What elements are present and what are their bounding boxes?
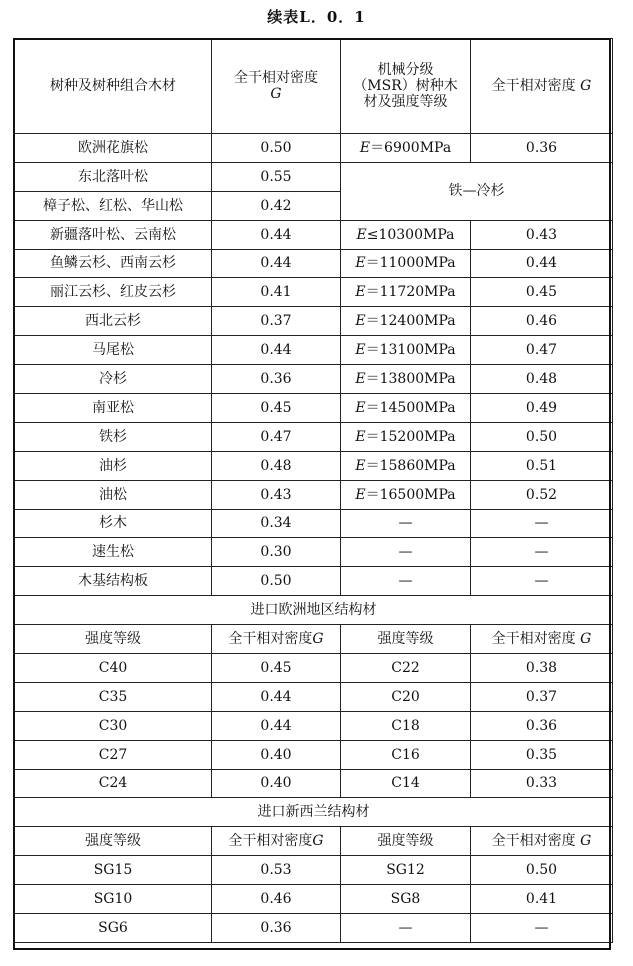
species-cell: 欧洲花旗松 xyxy=(15,134,212,163)
species-cell: 铁杉 xyxy=(15,422,212,451)
section-row xyxy=(15,798,613,827)
species-cell: 樟子松、红松、华山松 xyxy=(15,191,212,220)
msr-grade-cell xyxy=(341,451,471,480)
msr-grade-cell: — xyxy=(341,538,471,567)
msr-e: E xyxy=(359,139,371,156)
msr-e: E xyxy=(355,255,366,272)
density-cell: 0.47 xyxy=(212,422,341,451)
grade-cell: C18 xyxy=(341,711,471,740)
msr-density-cell: 0.43 xyxy=(471,220,613,249)
europe-header-density-2 xyxy=(471,625,613,654)
density-cell: — xyxy=(471,914,613,943)
grade-cell: C16 xyxy=(341,740,471,769)
table-row xyxy=(15,769,613,798)
msr-grade-cell: — xyxy=(341,567,471,596)
table-row xyxy=(15,885,613,914)
density-cell: 0.44 xyxy=(212,220,341,249)
msr-density-cell: 0.36 xyxy=(471,134,613,163)
density-cell: 0.36 xyxy=(471,711,613,740)
msr-value: ＝12400MPa xyxy=(365,313,456,330)
msr-grade-cell xyxy=(341,134,471,163)
table-row xyxy=(15,249,613,278)
density-cell: 0.46 xyxy=(212,885,341,914)
europe-header-density-2-text: 全干相对密度 xyxy=(491,631,576,648)
density-cell: 0.38 xyxy=(471,654,613,683)
species-cell: 冷杉 xyxy=(15,365,212,394)
table-row xyxy=(15,422,613,451)
msr-density-cell: 0.46 xyxy=(471,307,613,336)
europe-header-grade-2: 强度等级 xyxy=(341,625,471,654)
nz-header-density-2-text: 全干相对密度 xyxy=(491,833,576,850)
msr-value: ≤10300MPa xyxy=(366,226,455,243)
msr-value: ＝15200MPa xyxy=(365,428,456,445)
msr-grade-cell xyxy=(341,220,471,249)
msr-value: ＝16500MPa xyxy=(365,486,456,503)
density-cell: 0.53 xyxy=(212,856,341,885)
density-cell: 0.55 xyxy=(212,162,341,191)
msr-grade-cell xyxy=(341,336,471,365)
msr-density-cell: 0.47 xyxy=(471,336,613,365)
header-density-g: G xyxy=(270,86,282,102)
density-cell: 0.50 xyxy=(212,567,341,596)
section-europe: 进口欧洲地区结构材 xyxy=(15,596,613,625)
section-row xyxy=(15,596,613,625)
msr-grade-cell xyxy=(341,249,471,278)
nz-header-grade-2: 强度等级 xyxy=(341,827,471,856)
table-title: 续表L．0．1 xyxy=(267,8,366,26)
density-cell: 0.37 xyxy=(212,307,341,336)
msr-density-cell: — xyxy=(471,567,613,596)
msr-e: E xyxy=(355,371,366,388)
species-cell: 油杉 xyxy=(15,451,212,480)
density-cell: 0.43 xyxy=(212,480,341,509)
msr-e: E xyxy=(355,313,366,330)
europe-header-density xyxy=(212,625,341,654)
nz-header-density xyxy=(212,827,341,856)
density-cell: 0.36 xyxy=(212,914,341,943)
grade-cell: C30 xyxy=(15,711,212,740)
table-row xyxy=(15,365,613,394)
species-cell: 杉木 xyxy=(15,509,212,538)
msr-grade-cell xyxy=(341,480,471,509)
msr-e: E xyxy=(355,486,366,503)
species-cell: 木基结构板 xyxy=(15,567,212,596)
grade-cell: SG15 xyxy=(15,856,212,885)
table-row xyxy=(15,278,613,307)
table-row xyxy=(15,394,613,423)
msr-value: ＝14500MPa xyxy=(365,399,456,416)
grade-cell: SG6 xyxy=(15,914,212,943)
grade-cell: C40 xyxy=(15,654,212,683)
msr-value: ＝13100MPa xyxy=(365,342,456,359)
density-cell: 0.40 xyxy=(212,740,341,769)
species-cell: 马尾松 xyxy=(15,336,212,365)
europe-header-grade: 强度等级 xyxy=(15,625,212,654)
table-row xyxy=(15,682,613,711)
density-table xyxy=(14,38,613,943)
grade-cell: SG8 xyxy=(341,885,471,914)
density-cell: 0.40 xyxy=(212,769,341,798)
table-header-row xyxy=(15,39,613,134)
table-row xyxy=(15,567,613,596)
density-cell: 0.45 xyxy=(212,654,341,683)
table-row xyxy=(15,220,613,249)
species-cell: 西北云杉 xyxy=(15,307,212,336)
merged-msr-cell: 铁—冷杉 xyxy=(341,162,613,220)
europe-header-density-2-g: G xyxy=(580,631,592,648)
grade-cell: C14 xyxy=(341,769,471,798)
msr-density-cell: — xyxy=(471,509,613,538)
grade-cell: C22 xyxy=(341,654,471,683)
table-row xyxy=(15,509,613,538)
species-cell: 东北落叶松 xyxy=(15,162,212,191)
table-row xyxy=(15,134,613,163)
msr-value: ＝11000MPa xyxy=(365,255,456,272)
density-cell: 0.48 xyxy=(212,451,341,480)
header-density-text: 全干相对密度 xyxy=(234,69,318,86)
msr-density-cell: 0.50 xyxy=(471,422,613,451)
section-nz: 进口新西兰结构材 xyxy=(15,798,613,827)
density-cell: 0.50 xyxy=(212,134,341,163)
species-cell: 鱼鳞云杉、西南云杉 xyxy=(15,249,212,278)
density-cell: 0.34 xyxy=(212,509,341,538)
table-row xyxy=(15,914,613,943)
density-cell: 0.50 xyxy=(471,856,613,885)
header-msr-density-g: G xyxy=(580,77,592,94)
header-msr: 机械分级（MSR）树种木材及强度等级 xyxy=(341,39,471,134)
msr-density-cell: 0.52 xyxy=(471,480,613,509)
density-cell: 0.33 xyxy=(471,769,613,798)
msr-density-cell: 0.51 xyxy=(471,451,613,480)
nz-header-density-2 xyxy=(471,827,613,856)
msr-e: E xyxy=(355,428,366,445)
europe-header-density-g: G xyxy=(312,631,324,648)
species-cell: 丽江云杉、红皮云杉 xyxy=(15,278,212,307)
species-cell: 油松 xyxy=(15,480,212,509)
table-row xyxy=(15,856,613,885)
header-msr-density-text: 全干相对密度 xyxy=(491,77,576,94)
grade-cell: C35 xyxy=(15,682,212,711)
density-cell: 0.37 xyxy=(471,682,613,711)
density-cell: 0.44 xyxy=(212,336,341,365)
grade-cell: — xyxy=(341,914,471,943)
header-density xyxy=(212,39,341,134)
table-row xyxy=(15,538,613,567)
msr-grade-cell xyxy=(341,394,471,423)
density-cell: 0.36 xyxy=(212,365,341,394)
density-cell: 0.45 xyxy=(212,394,341,423)
grade-cell: C20 xyxy=(341,682,471,711)
table-row xyxy=(15,336,613,365)
msr-e: E xyxy=(356,226,367,243)
msr-value: ＝6900MPa xyxy=(370,139,452,156)
nz-header-density-text: 全干相对密度 xyxy=(228,833,313,850)
density-cell: 0.41 xyxy=(471,885,613,914)
nz-header-grade: 强度等级 xyxy=(15,827,212,856)
europe-header-density-text: 全干相对密度 xyxy=(228,631,313,648)
msr-e: E xyxy=(355,284,366,301)
msr-e: E xyxy=(355,342,366,359)
density-cell: 0.44 xyxy=(212,682,341,711)
header-species: 树种及树种组合木材 xyxy=(15,39,212,134)
msr-value: ＝11720MPa xyxy=(365,284,456,301)
msr-density-cell: 0.49 xyxy=(471,394,613,423)
species-cell: 新疆落叶松、云南松 xyxy=(15,220,212,249)
msr-grade-cell xyxy=(341,365,471,394)
header-msr-density xyxy=(471,39,613,134)
table-row xyxy=(15,654,613,683)
grade-cell: SG12 xyxy=(341,856,471,885)
grade-cell: C27 xyxy=(15,740,212,769)
grade-cell: C24 xyxy=(15,769,212,798)
msr-grade-cell: — xyxy=(341,509,471,538)
msr-density-cell: — xyxy=(471,538,613,567)
table-row xyxy=(15,162,613,191)
msr-grade-cell xyxy=(341,278,471,307)
density-cell: 0.30 xyxy=(212,538,341,567)
table-row xyxy=(15,451,613,480)
nz-header-density-2-g: G xyxy=(580,833,592,850)
species-cell: 南亚松 xyxy=(15,394,212,423)
density-cell: 0.44 xyxy=(212,249,341,278)
table-row xyxy=(15,307,613,336)
species-cell: 速生松 xyxy=(15,538,212,567)
msr-e: E xyxy=(355,457,366,474)
grade-cell: SG10 xyxy=(15,885,212,914)
density-cell: 0.42 xyxy=(212,191,341,220)
nz-header-density-g: G xyxy=(312,833,324,850)
msr-value: ＝13800MPa xyxy=(365,371,456,388)
subheader-row xyxy=(15,625,613,654)
subheader-row xyxy=(15,827,613,856)
msr-density-cell: 0.45 xyxy=(471,278,613,307)
msr-density-cell: 0.48 xyxy=(471,365,613,394)
table-row xyxy=(15,740,613,769)
density-cell: 0.44 xyxy=(212,711,341,740)
table-row xyxy=(15,480,613,509)
msr-density-cell: 0.44 xyxy=(471,249,613,278)
table-row xyxy=(15,711,613,740)
msr-grade-cell xyxy=(341,307,471,336)
msr-e: E xyxy=(355,399,366,416)
density-cell: 0.35 xyxy=(471,740,613,769)
density-cell: 0.41 xyxy=(212,278,341,307)
msr-value: ＝15860MPa xyxy=(365,457,456,474)
msr-grade-cell xyxy=(341,422,471,451)
